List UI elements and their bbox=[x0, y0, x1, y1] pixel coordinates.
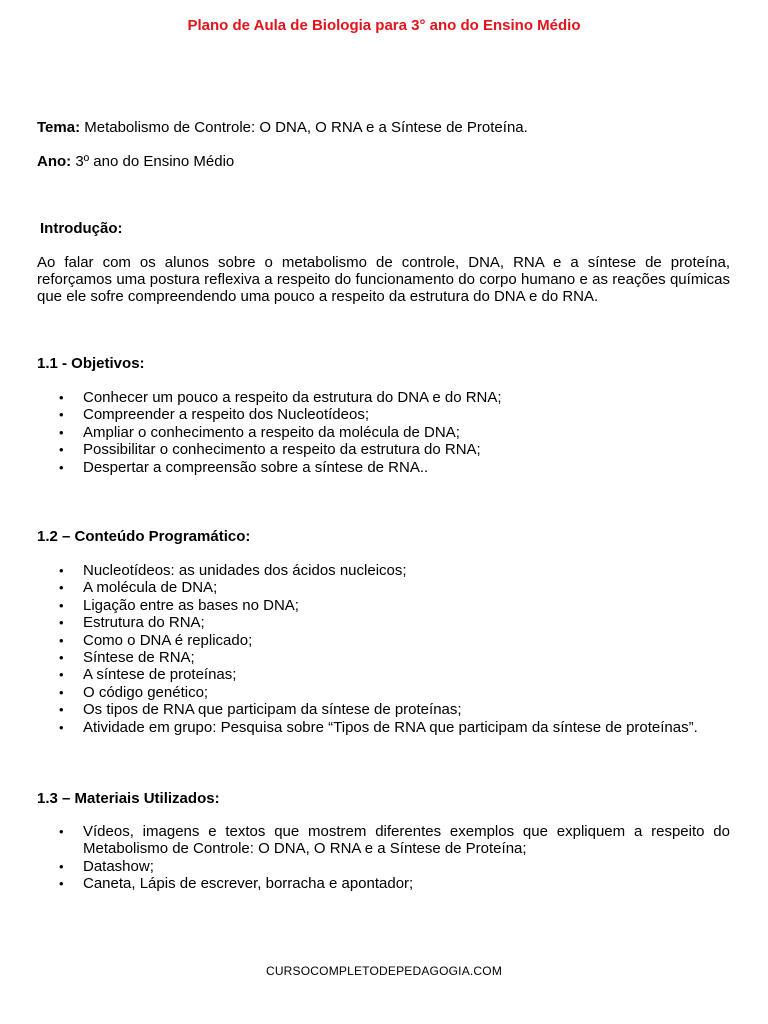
bullet-icon: • bbox=[59, 684, 64, 700]
bullet-icon: • bbox=[59, 597, 64, 613]
list-item: • Datashow; bbox=[59, 857, 154, 875]
list-item: • Ligação entre as bases no DNA; bbox=[59, 596, 299, 614]
bullet-icon: • bbox=[59, 702, 64, 718]
list-item: • Como o DNA é replicado; bbox=[59, 631, 253, 649]
bullet-icon: • bbox=[59, 876, 64, 892]
list-item: • Os tipos de RNA que participam da síntese de proteínas; bbox=[59, 701, 462, 719]
list-item: • Compreender a respeito dos Nucleotídeos; bbox=[59, 406, 369, 424]
bullet-icon: • bbox=[59, 407, 64, 423]
list-item: • Atividade em grupo: Pesquisa sobre “Tipos de RNA que participam da síntese de proteínas”. bbox=[59, 718, 698, 736]
list-item: • Síntese de RNA; bbox=[59, 649, 195, 667]
ano-line bbox=[37, 153, 737, 170]
materiais-list bbox=[37, 823, 730, 893]
list-item: • Ampliar o conhecimento a respeito da molécula de DNA; bbox=[59, 423, 460, 441]
list-item: • Vídeos, imagens e textos que mostrem diferentes exemplos que expliquem a respeito do Metabolismo de Controle: O DNA, O RNA e a Síntese de Proteína; bbox=[59, 823, 730, 858]
tema-line bbox=[37, 119, 737, 136]
document-title: Plano de Aula de Biologia para 3° ano do Ensino Médio bbox=[187, 17, 581, 34]
list-item: • Nucleotídeos: as unidades dos ácidos nucleicos; bbox=[59, 562, 407, 579]
ano-value: 3º ano do Ensino Médio bbox=[71, 153, 235, 170]
list-item: • Caneta, Lápis de escrever, borracha e apontador; bbox=[59, 875, 414, 893]
bullet-icon: • bbox=[59, 563, 64, 578]
bullet-icon: • bbox=[59, 424, 64, 440]
conteudo-list bbox=[37, 562, 730, 736]
list-item: • Conhecer um pouco a respeito da estrutura do DNA e do RNA; bbox=[59, 389, 502, 406]
bullet-icon: • bbox=[59, 615, 64, 631]
bullet-icon: • bbox=[59, 580, 64, 596]
bullet-icon: • bbox=[59, 858, 64, 874]
footer-website: CURSOCOMPLETODEPEDAGOGIA.COM bbox=[265, 964, 503, 978]
bullet-icon: • bbox=[59, 719, 64, 735]
list-item: • Possibilitar o conhecimento a respeito da estrutura do RNA; bbox=[59, 441, 481, 459]
list-item: • O código genético; bbox=[59, 683, 209, 701]
introducao-paragraph: Ao falar com os alunos sobre o metabolismo de controle, DNA, RNA e a síntese de proteína, reforçamos uma postura reflexiva a respeito do funcionamento do corpo humano e as reações químicas que ele sofre compreendendo uma pouco a respeito da estrutura do DNA e do RNA. bbox=[37, 254, 730, 305]
list-item: • Despertar a compreensão sobre a síntese de RNA.. bbox=[59, 458, 429, 476]
bullet-icon: • bbox=[59, 667, 64, 683]
ano-label: Ano: bbox=[37, 153, 72, 170]
introducao-heading: Introdução: bbox=[40, 220, 123, 237]
materiais-heading: 1.3 – Materiais Utilizados: bbox=[37, 790, 220, 807]
bullet-icon: • bbox=[59, 824, 64, 839]
bullet-icon: • bbox=[59, 390, 64, 405]
list-item: • Estrutura do RNA; bbox=[59, 614, 205, 632]
objetivos-list bbox=[37, 389, 730, 476]
bullet-icon: • bbox=[59, 650, 64, 666]
conteudo-heading: 1.2 – Conteúdo Programático: bbox=[37, 528, 251, 545]
tema-label: Tema: bbox=[37, 119, 81, 136]
objetivos-heading: 1.1 - Objetivos: bbox=[37, 355, 145, 372]
list-item: • A síntese de proteínas; bbox=[59, 666, 237, 684]
bullet-icon: • bbox=[59, 632, 64, 648]
bullet-icon: • bbox=[59, 459, 64, 475]
bullet-icon: • bbox=[59, 442, 64, 458]
tema-value: Metabolismo de Controle: O DNA, O RNA e a Síntese de Proteína. bbox=[80, 119, 528, 136]
list-item: • A molécula de DNA; bbox=[59, 579, 218, 597]
